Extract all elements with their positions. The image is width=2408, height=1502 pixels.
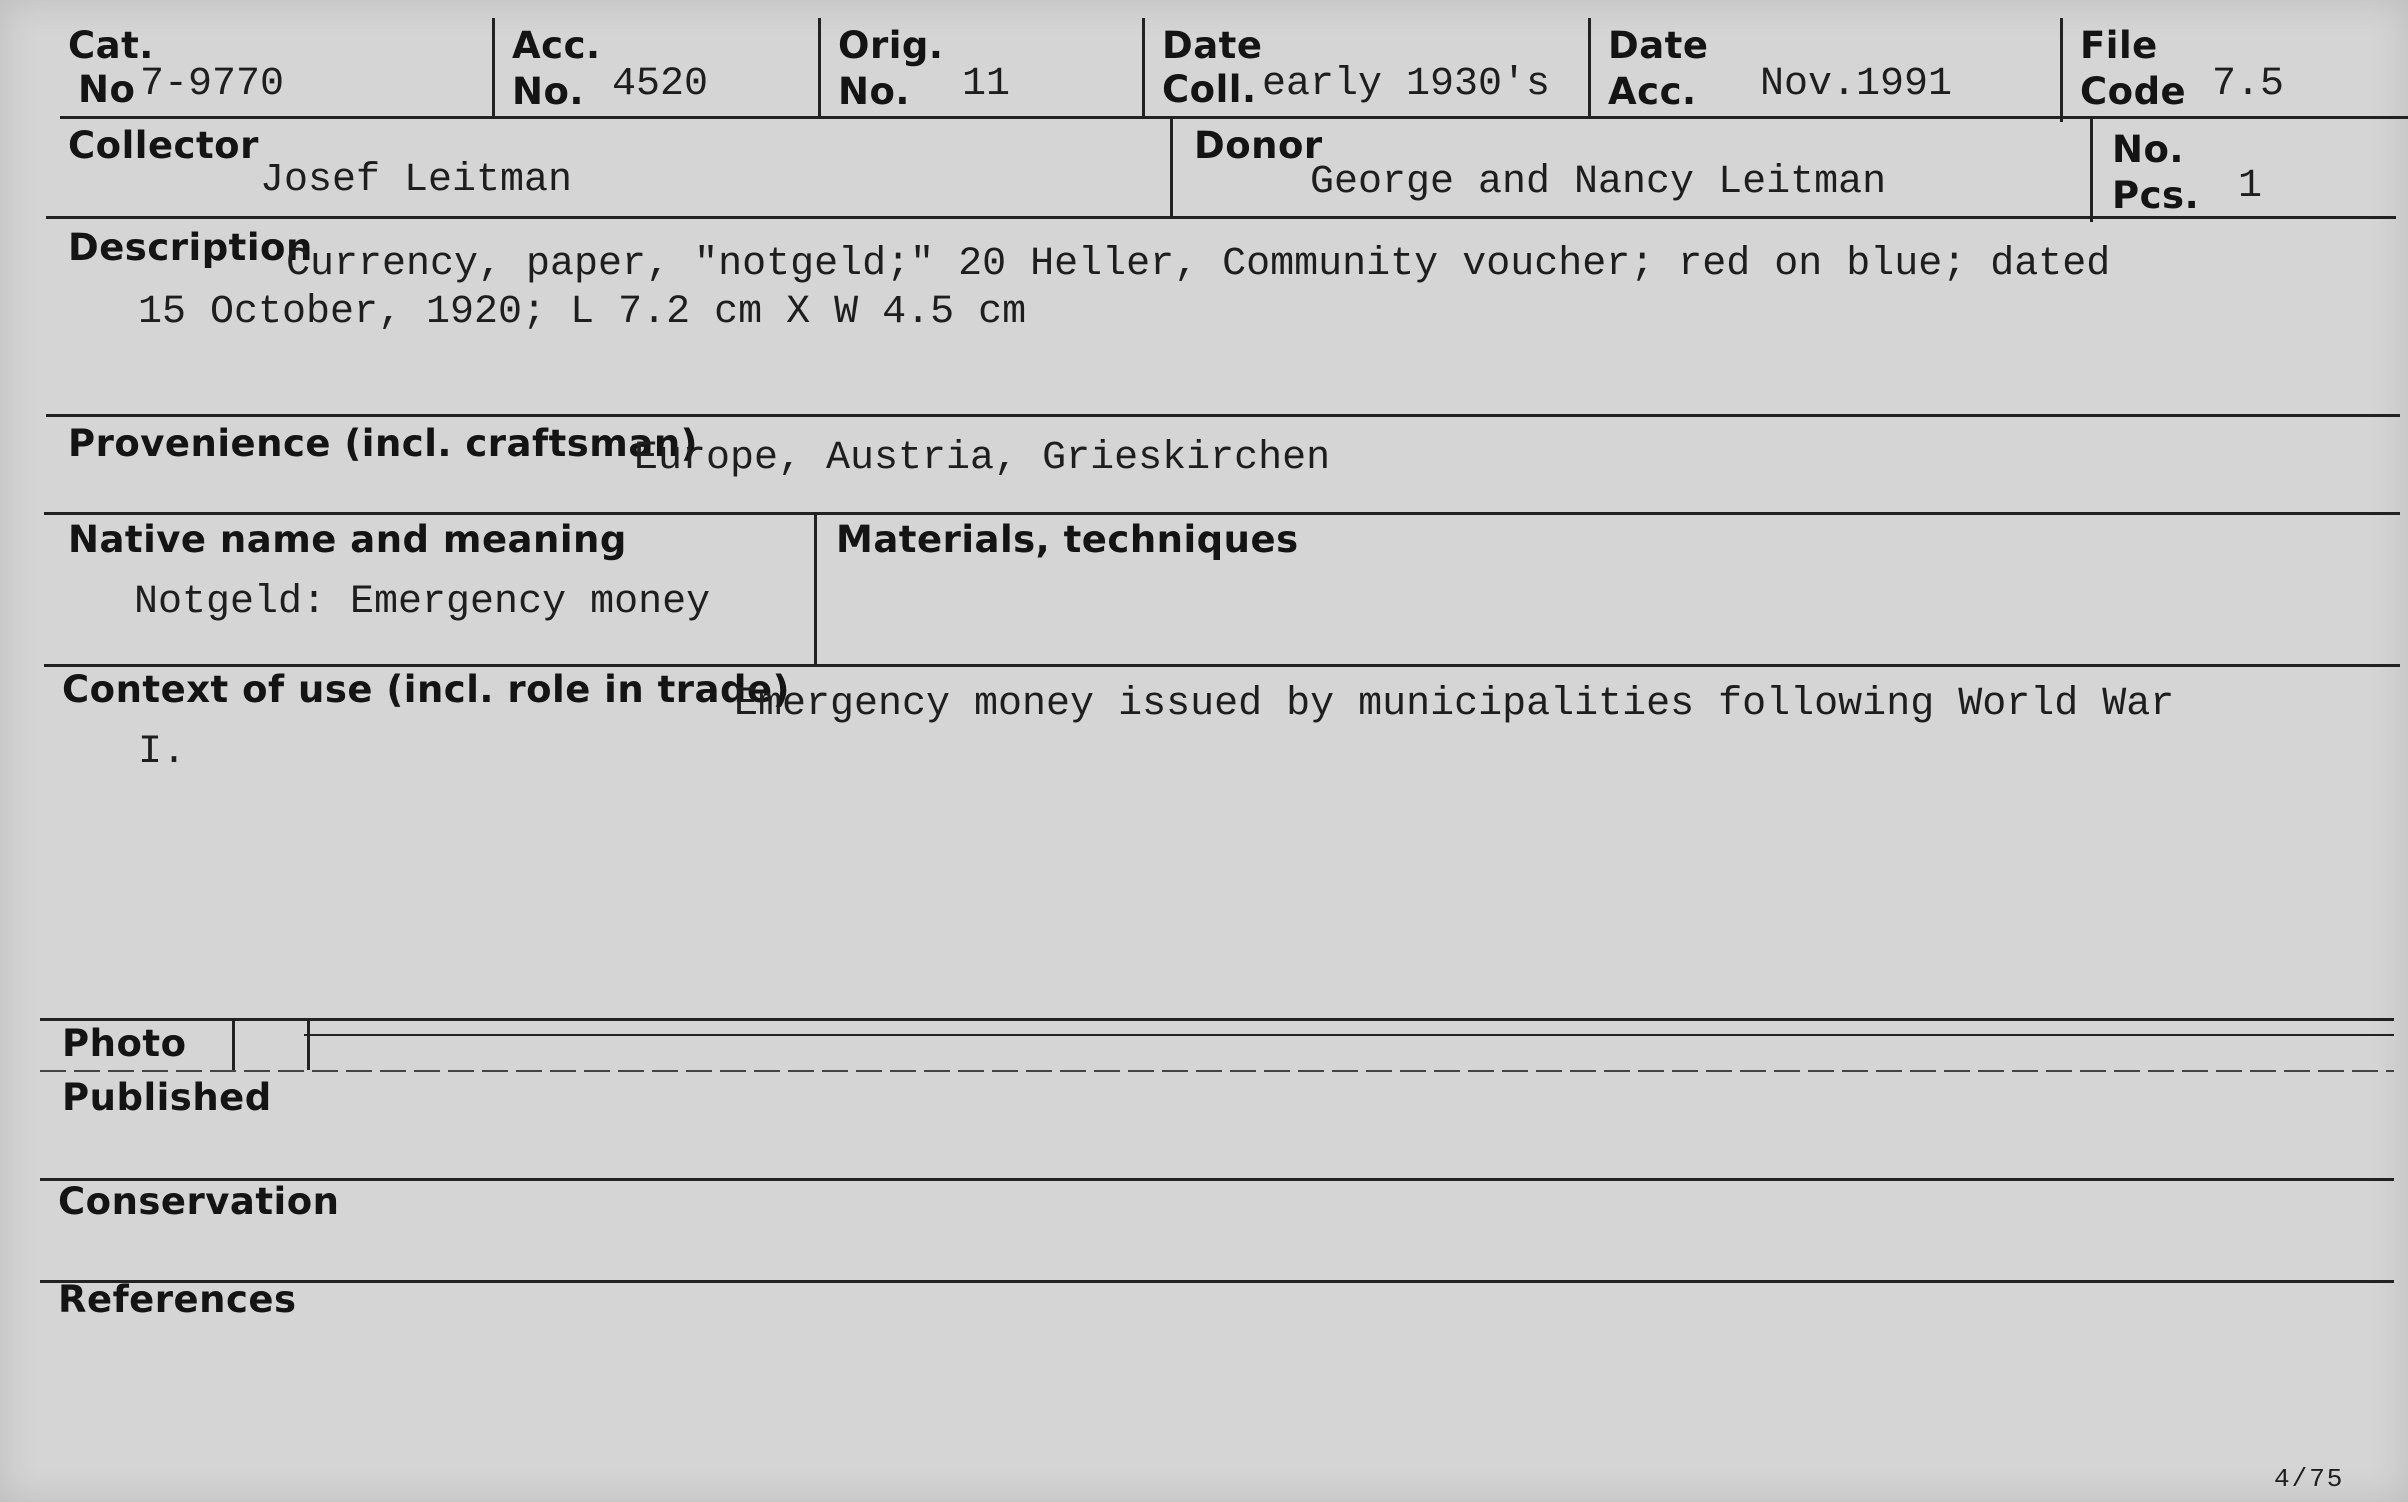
date-coll-label: Date	[1162, 24, 1263, 67]
divider	[40, 1070, 2394, 1072]
divider	[2060, 18, 2063, 122]
references-label: References	[58, 1278, 297, 1321]
divider	[46, 216, 2396, 219]
divider	[1142, 18, 1145, 118]
pieces-no-label: No.	[2112, 128, 2184, 171]
divider	[1170, 118, 1173, 218]
provenance-label: Provenience (incl. craftsman)	[68, 422, 699, 465]
divider	[40, 1178, 2394, 1181]
orig-no-value: 11	[962, 62, 1011, 107]
conservation-label: Conservation	[58, 1180, 340, 1223]
divider	[814, 514, 817, 664]
photo-box	[232, 1020, 310, 1070]
description-label: Description	[68, 226, 313, 269]
divider	[60, 116, 2408, 119]
date-coll-value: early 1930's	[1262, 62, 1551, 107]
file-label: File	[2080, 24, 2158, 67]
donor-label: Donor	[1194, 124, 1323, 167]
divider	[492, 18, 495, 118]
divider	[46, 414, 2400, 417]
divider	[40, 1280, 2394, 1283]
date-coll-sub-label: Coll.	[1162, 68, 1257, 111]
divider	[44, 664, 2400, 667]
orig-no-label: No.	[838, 70, 910, 113]
donor-value: George and Nancy Leitman	[1310, 160, 1887, 205]
divider	[44, 512, 2400, 515]
acc-label: Acc.	[512, 24, 601, 67]
native-name-label: Native name and meaning	[68, 518, 627, 561]
provenance-value: Europe, Austria, Grieskirchen	[634, 436, 1331, 481]
divider	[2090, 118, 2093, 222]
pieces-value: 1	[2238, 164, 2263, 209]
date-acc-label: Date	[1608, 24, 1709, 67]
pieces-pcs-label: Pcs.	[2112, 174, 2200, 217]
divider	[1588, 18, 1591, 118]
context-line-1: Emergency money issued by municipalities following World War	[734, 682, 2175, 727]
acc-no-value: 4520	[612, 62, 709, 107]
collector-label: Collector	[68, 124, 259, 167]
orig-label: Orig.	[838, 24, 944, 67]
file-code-label: Code	[2080, 70, 2187, 113]
context-label: Context of use (incl. role in trade)	[62, 668, 790, 711]
context-line-2: I.	[138, 730, 187, 775]
published-label: Published	[62, 1076, 272, 1119]
cat-label: Cat.	[68, 24, 154, 67]
form-code: 4/75	[2274, 1464, 2345, 1494]
collector-value: Josef Leitman	[260, 158, 573, 203]
date-acc-value: Nov.1991	[1760, 62, 1953, 107]
divider	[818, 18, 821, 118]
description-line-1: Currency, paper, "notgeld;" 20 Heller, Community voucher; red on blue; dated	[286, 242, 2111, 287]
divider	[304, 1034, 2394, 1036]
photo-label: Photo	[62, 1022, 187, 1065]
date-acc-sub-label: Acc.	[1608, 70, 1697, 113]
materials-label: Materials, techniques	[836, 518, 1299, 561]
description-line-2: 15 October, 1920; L 7.2 cm X W 4.5 cm	[138, 290, 1027, 335]
native-name-value: Notgeld: Emergency money	[134, 580, 711, 625]
file-code-value: 7.5	[2212, 62, 2285, 107]
divider	[40, 1018, 2394, 1021]
cat-no-label: No	[78, 68, 136, 111]
cat-no-value: 7-9770	[140, 62, 285, 107]
acc-no-label: No.	[512, 70, 584, 113]
